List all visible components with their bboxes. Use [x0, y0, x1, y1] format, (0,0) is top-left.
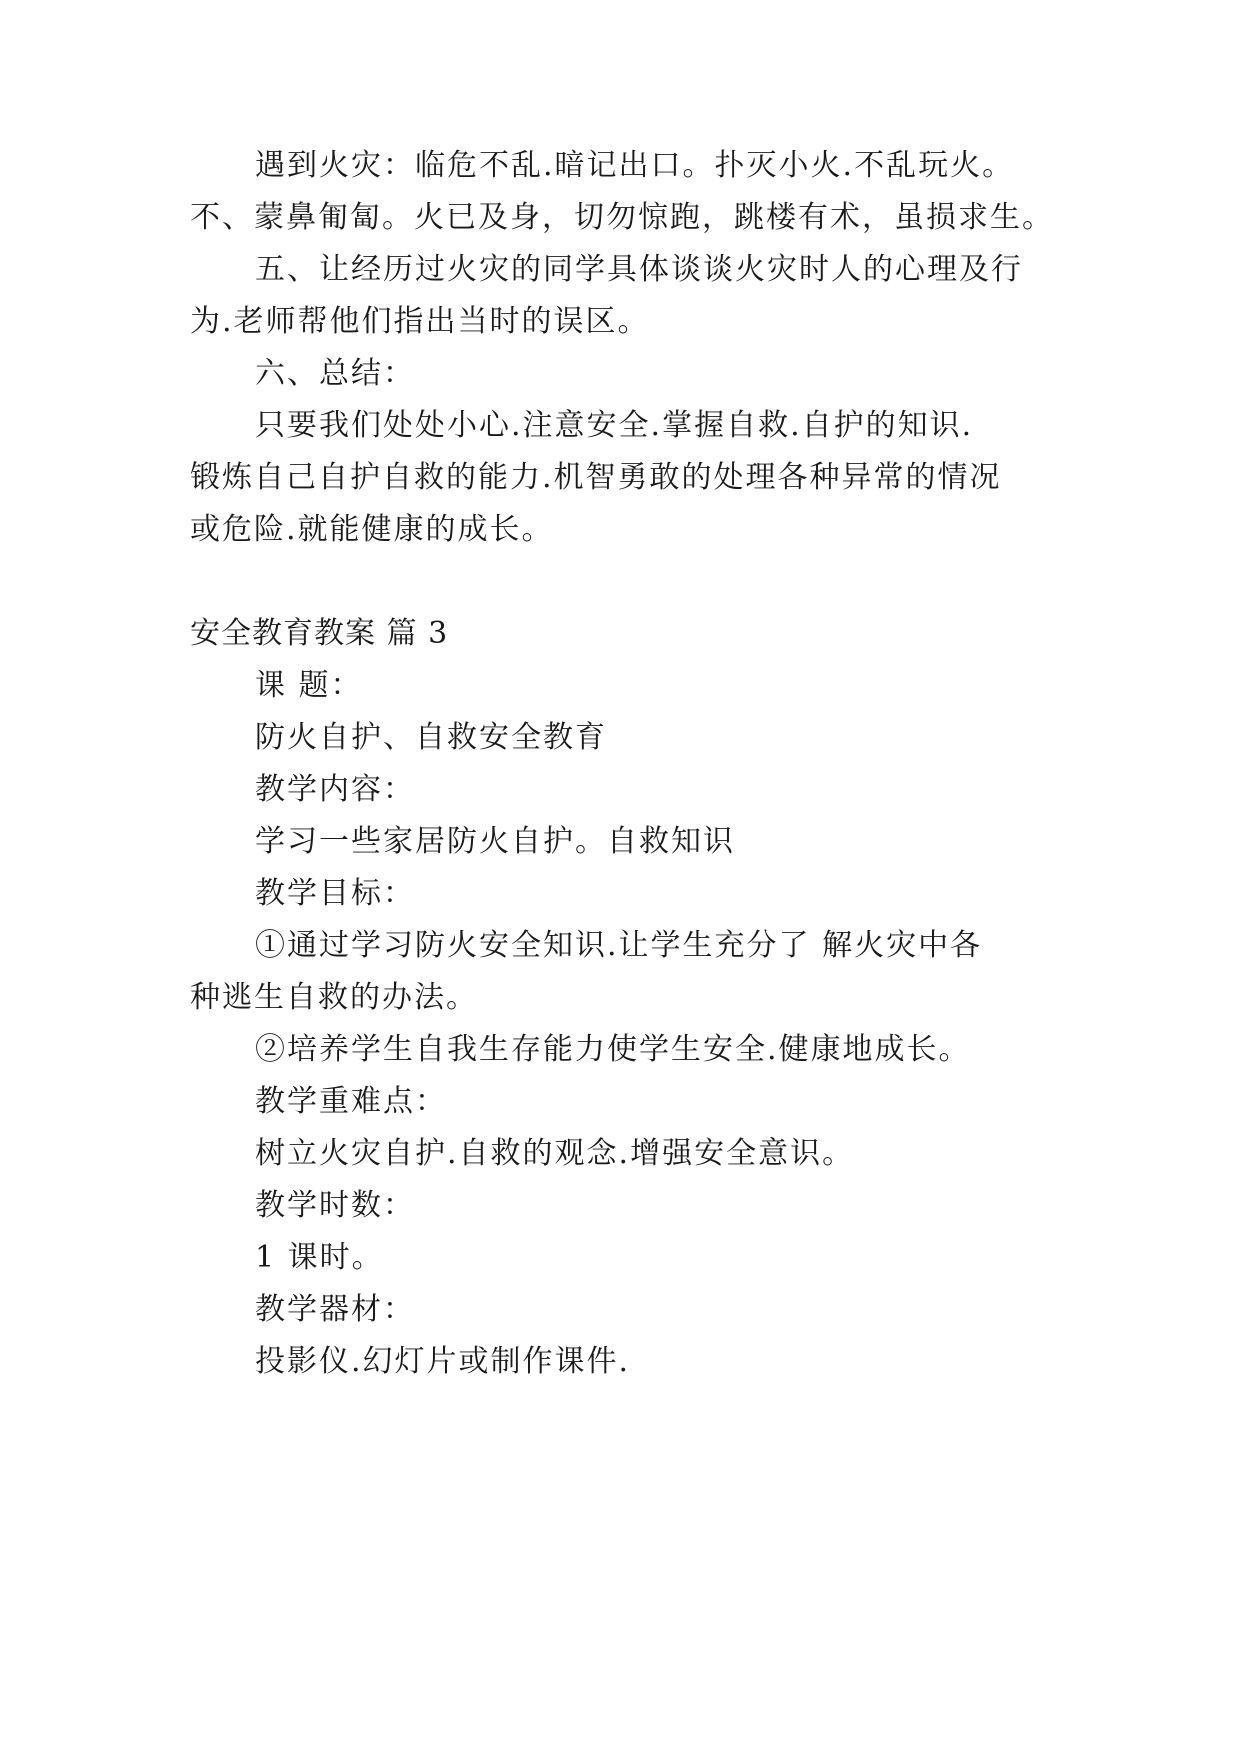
paragraph-line: 课 题：: [255, 668, 363, 703]
paragraph-line: 遇到火灾：临危不乱.暗记出口。扑灭小火.不乱玩火。: [255, 148, 1015, 183]
paragraph-line: 教学重难点：: [255, 1084, 447, 1119]
paragraph-line: 为.老师帮他们指出当时的误区。: [190, 304, 650, 339]
paragraph-line: 或危险.就能健康的成长。: [190, 512, 554, 547]
paragraph-line: 教学目标：: [255, 876, 415, 911]
paragraph-line: 教学器材：: [255, 1292, 415, 1327]
paragraph-line: 不、蒙鼻匍匐。火已及身，切勿惊跑，跳楼有术，虽损求生。: [190, 200, 1054, 235]
paragraph-line: 六、总结：: [255, 356, 415, 391]
section-title: 安全教育教案 篇 3: [190, 616, 449, 651]
paragraph-line: 防火自护、自救安全教育: [255, 720, 607, 755]
paragraph-line: 教学内容：: [255, 772, 415, 807]
paragraph-line: 1 课时。: [255, 1240, 384, 1275]
paragraph-line: ①通过学习防火安全知识.让学生充分了 解火灾中各: [255, 928, 983, 963]
paragraph-line: 五、让经历过火灾的同学具体谈谈火灾时人的心理及行: [255, 252, 1023, 287]
paragraph-line: 种逃生自救的办法。: [190, 980, 478, 1015]
paragraph-line: ②培养学生自我生存能力使学生安全.健康地成长。: [255, 1032, 971, 1067]
paragraph-line: 学习一些家居防火自护。自救知识: [255, 824, 735, 859]
paragraph-line: 树立火灾自护.自救的观念.增强安全意识。: [255, 1136, 855, 1171]
paragraph-line: 只要我们处处小心.注意安全.掌握自救.自护的知识.: [255, 408, 974, 443]
paragraph-line: 锻炼自己自护自救的能力.机智勇敢的处理各种异常的情况: [190, 460, 1002, 495]
paragraph-line: 教学时数：: [255, 1188, 415, 1223]
paragraph-line: 投影仪.幻灯片或制作课件.: [255, 1344, 631, 1379]
